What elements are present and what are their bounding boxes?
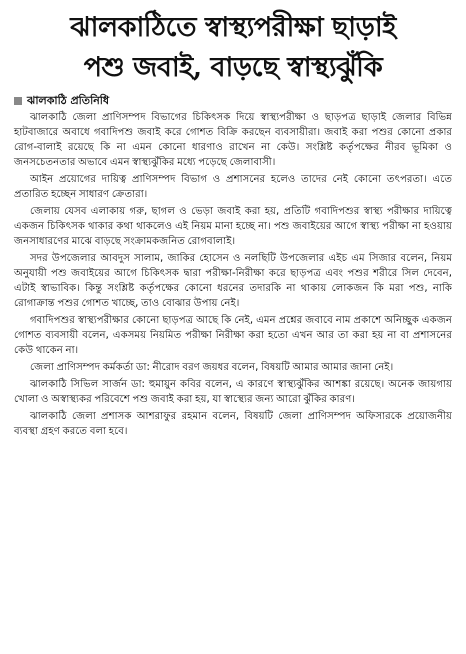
- headline-line-2: পশু জবাই, বাড়ছে স্বাস্থ্যঝুঁকি: [83, 52, 383, 83]
- article-body: [14, 110, 452, 439]
- byline: [14, 94, 452, 108]
- article-paragraph: ঝালকাঠি জেলা প্রশাসক আশরাফুর রহমান বলেন, বিষয়টি জেলা প্রাণিসম্পদ অফিসারকে প্রয়োজনীয় ব্যবস্থা গ্রহণ করতে বলা হবে।: [14, 411, 452, 437]
- byline-text: ঝালকাঠি প্রতিনিধি: [27, 94, 110, 107]
- article-paragraph: জেলায় যেসব এলাকায় গরু, ছাগল ও ভেড়া জবাই করা হয়, প্রতিটি গবাদিপশুর স্বাস্থ্য পরীক্ষার দায়িত্বে একজন চিকিৎসক থাকার কথা থাকলেও এই নিয়ম মানা হচ্ছে না। পশু জবাইয়ের আগে স্বাস্থ্য পরীক্ষা না হওয়ায় জনসাধারণের মাঝে বাড়ছে সংক্রামকজনিত রোগবালাই।: [14, 206, 452, 247]
- article-paragraph: আইন প্রয়োগের দায়িত্ব প্রাণিসম্পদ বিভাগ ও প্রশাসনের হলেও তাদের নেই কোনো তৎপরতা। এতে প্রতারিত হচ্ছেন সাধারণ ক্রেতারা।: [14, 174, 452, 200]
- article-paragraph: ঝালকাঠি সিভিল সার্জন ডা: হুমায়ুন কবির বলেন, এ কারণে স্বাস্থ্যঝুঁকির আশঙ্কা রয়েছে। অনেক জায়গায় খোলা ও অস্বাস্থ্যকর পরিবেশে পশু জবাই করা হয়, যা স্বাস্থ্যের জন্য আরো ঝুঁকির কারণ।: [14, 379, 452, 405]
- article-paragraph: গবাদিপশুর স্বাস্থ্যপরীক্ষার কোনো ছাড়পত্র আছে কি নেই, এমন প্রশ্নের জবাবে নাম প্রকাশে অনিচ্ছুক একজন গোশত ব্যবসায়ী বলেন, একসময় নিয়মিত পরীক্ষা নিরীক্ষা করা হতো এখন আর তা করা হয় না বা প্রশাসনের কেউ থাকেন না।: [14, 315, 452, 356]
- square-bullet-icon: [14, 97, 22, 105]
- headline: [14, 8, 452, 88]
- article-paragraph: জেলা প্রাণিসম্পদ কর্মকর্তা ডা: নীরোদ বরণ জয়ধর বলেন, বিষয়টি আমার আমার জানা নেই।: [30, 362, 394, 373]
- article-paragraph: সদর উপজেলার আবদুস সালাম, জাকির হোসেন ও নলছিটি উপজেলার এইচ এম সিজার বলেন, নিয়ম অনুযায়ী পশু জবাইয়ের আগে চিকিৎসক দ্বারা পরীক্ষা-নিরীক্ষা করে ছাড়পত্র এবং পশুর শরীরে সিল দেবেন, এটাই স্বাভাবিক। কিন্তু সংশ্লিষ্ট কর্তৃপক্ষের কোনো ধরনের তদারকি না থাকায় লোকজন কি মরা পশু, নাকি রোগাক্রান্ত পশুর গোশত খাচ্ছে, তাও বোঝার উপায় নেই।: [14, 253, 452, 309]
- headline-line-1: ঝালকাঠিতে স্বাস্থ্যপরীক্ষা ছাড়াই: [70, 12, 396, 43]
- article-paragraph: ঝালকাঠি জেলা প্রাণিসম্পদ বিভাগের চিকিৎসক দিয়ে স্বাস্থ্যপরীক্ষা ও ছাড়পত্র ছাড়াই জেলার বিভিন্ন হাটবাজারে অবাধে গবাদিপশু জবাই করে গোশত বিক্রি করছেন ব্যবসায়ীরা। জবাই করা পশুর কোনো প্রকার রোগ-বালাই রয়েছে কি না এমন কোনো ধারণাও রাখেন না কেউ। সংশ্লিষ্ট কর্তৃপক্ষের নীরব ভূমিকা ও জনসচেতনতার অভাবে এমন স্বাস্থ্যঝুঁকির মধ্যে পড়েছে জেলাবাসী।: [14, 112, 452, 168]
